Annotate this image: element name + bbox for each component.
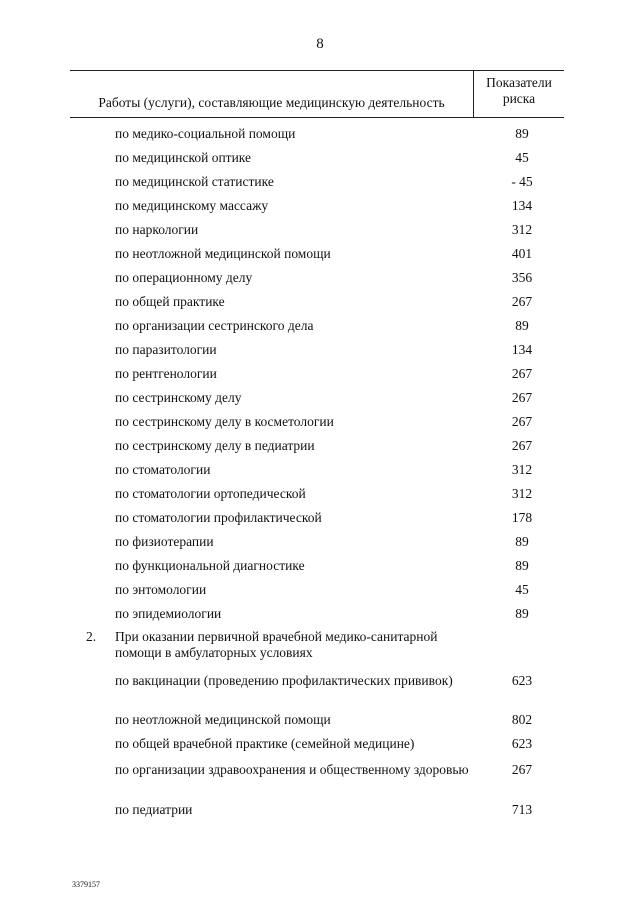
- row-risk-value: 312: [511, 462, 533, 477]
- row-label: по общей практике: [115, 294, 225, 309]
- row-risk-value: 802: [511, 712, 533, 727]
- row-label: по общей врачебной практике (семейной медицине): [115, 736, 415, 751]
- row-label: по сестринскому делу в косметологии: [115, 414, 334, 429]
- row-risk-value: 89: [515, 126, 529, 141]
- row-label: по сестринскому делу в педиатрии: [115, 438, 315, 453]
- row-label: по неотложной медицинской помощи: [115, 246, 331, 261]
- row-risk-value: 178: [511, 510, 533, 525]
- header-risk-column: [474, 71, 564, 117]
- row-label: по медицинской оптике: [115, 150, 252, 165]
- row-risk-value: - 45: [511, 174, 533, 189]
- table-header: [70, 70, 564, 118]
- row-risk-value: 89: [515, 534, 529, 549]
- row-risk-value: 267: [511, 366, 533, 381]
- row-label: При оказании первичной врачебной медико-санитарной помощи в амбулаторных условиях: [115, 629, 438, 660]
- row-number: 2.: [86, 629, 97, 644]
- row-label: по организации здравоохранения и общественному здоровью: [115, 762, 469, 777]
- row-risk-value: 267: [511, 438, 533, 453]
- header-risk-line2: риска: [502, 91, 536, 106]
- row-risk-value: 312: [511, 222, 533, 237]
- row-risk-value: 89: [515, 606, 529, 621]
- row-label: по медицинской статистике: [115, 174, 274, 189]
- row-label: по наркологии: [115, 222, 199, 237]
- row-label: по эпидемиологии: [115, 606, 222, 621]
- row-risk-value: 713: [511, 802, 533, 817]
- row-risk-value: 134: [511, 342, 533, 357]
- row-label: по функциональной диагностике: [115, 558, 305, 573]
- row-label: по рентгенологии: [115, 366, 217, 381]
- row-risk-value: 623: [511, 673, 533, 688]
- row-label: по сестринскому делу: [115, 390, 242, 405]
- row-risk-value: 89: [515, 558, 529, 573]
- row-label: по организации сестринского дела: [115, 318, 314, 333]
- row-label: по вакцинации (проведению профилактических прививок): [115, 673, 453, 688]
- row-label: по паразитологии: [115, 342, 217, 357]
- row-risk-value: 45: [515, 582, 529, 597]
- row-risk-value: 134: [511, 198, 533, 213]
- row-risk-value: 401: [511, 246, 533, 261]
- row-risk-value: 267: [511, 294, 533, 309]
- row-label: по неотложной медицинской помощи: [115, 712, 331, 727]
- row-label: по педиатрии: [115, 802, 193, 817]
- row-risk-value: 356: [511, 270, 533, 285]
- header-risk-line1: Показатели: [486, 75, 552, 90]
- row-risk-value: 89: [515, 318, 529, 333]
- row-label: по медицинскому массажу: [115, 198, 269, 213]
- row-risk-value: 623: [511, 736, 533, 751]
- row-risk-value: 312: [511, 486, 533, 501]
- row-label: по физиотерапии: [115, 534, 214, 549]
- row-risk-value: 267: [511, 762, 533, 777]
- row-label: по стоматологии: [115, 462, 211, 477]
- document-code: 3379157: [72, 880, 100, 889]
- header-works-column: Работы (услуги), составляющие медицинскую деятельность: [70, 71, 474, 117]
- row-label: по энтомологии: [115, 582, 207, 597]
- row-label: по операционному делу: [115, 270, 253, 285]
- row-risk-value: 267: [511, 414, 533, 429]
- row-risk-value: 267: [511, 390, 533, 405]
- row-label: по стоматологии профилактической: [115, 510, 322, 525]
- page-number: 8: [316, 36, 324, 52]
- row-label: по медико-социальной помощи: [115, 126, 296, 141]
- row-risk-value: 45: [515, 150, 529, 165]
- row-label: по стоматологии ортопедической: [115, 486, 306, 501]
